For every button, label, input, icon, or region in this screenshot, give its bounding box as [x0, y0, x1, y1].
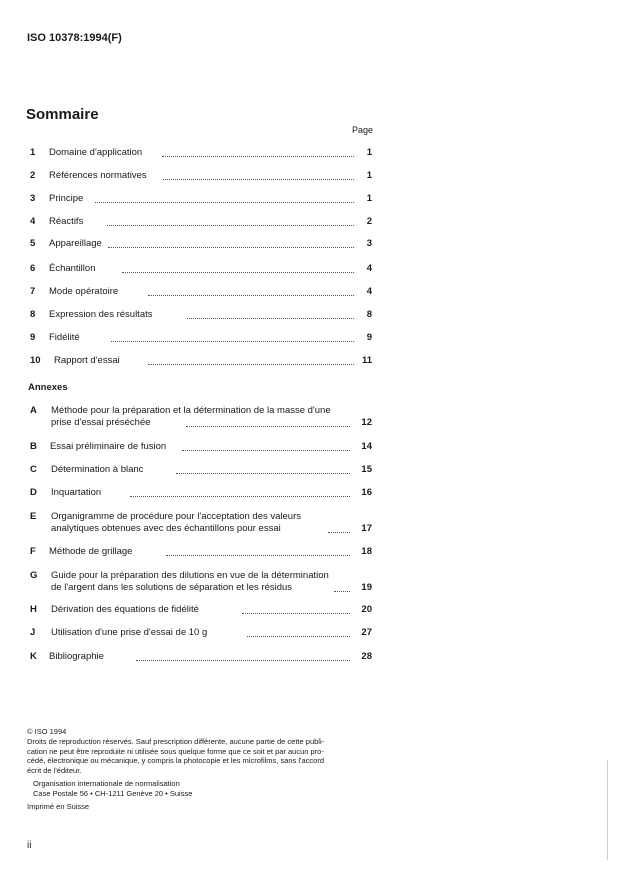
annex-page: 20 [361, 604, 372, 615]
right-margin-rule [607, 760, 608, 860]
dot-leader [176, 472, 350, 474]
annex-page: 12 [361, 417, 372, 428]
toc-entry-label: Échantillon [49, 263, 96, 274]
toc-entry-page: 2 [366, 216, 372, 227]
annex-letter: C [30, 464, 37, 475]
annex-letter: A [30, 405, 37, 416]
annex-letter: E [30, 511, 37, 522]
toc-entry-number: 4 [30, 216, 36, 227]
rights-line: Droits de reproduction réservés. Sauf prescription différente, aucune partie de cette publi- [27, 737, 325, 746]
annex-page: 27 [361, 627, 372, 638]
rights-line: cation ne peut être reproduite ni utilisée sous quelque forme que ce soit et par aucun pro- [27, 746, 324, 756]
annex-page: 17 [361, 523, 372, 534]
toc-entry-number: 9 [30, 332, 36, 343]
toc-entry-page: 9 [366, 332, 372, 343]
annex-title-continued: prise d'essai préséchée [51, 417, 151, 428]
toc-entry-page: 1 [366, 147, 372, 158]
dot-leader [163, 178, 354, 180]
annex-title: Dérivation des équations de fidélité [51, 604, 199, 615]
dot-leader [166, 554, 350, 556]
toc-entry-page: 8 [366, 309, 372, 320]
toc-entry-label: Principe [49, 193, 84, 204]
toc-entry-number: 6 [30, 263, 36, 274]
rights-line: cédé, électronique ou mécanique, y compris la photocopie et les microfilms, sans l'accord [27, 756, 324, 765]
address-line: Case Postale 56 • CH-1211 Genève 20 • Suisse [33, 788, 193, 798]
toc-entry-page: 4 [366, 263, 372, 274]
toc-entry-label: Domaine d'application [49, 147, 143, 158]
toc-entry-page: 4 [366, 286, 372, 297]
dot-leader [111, 340, 354, 342]
annex-title: Inquartation [51, 487, 102, 498]
annex-title: Méthode de grillage [49, 546, 133, 557]
annex-page: 28 [361, 651, 372, 662]
toc-entry-label: Appareillage [49, 238, 102, 249]
annex-page: 15 [361, 464, 372, 475]
page-column-label: Page [352, 125, 374, 135]
page-title: Sommaire [26, 106, 99, 123]
annex-page: 16 [361, 487, 372, 498]
toc-entry-label: Références normatives [49, 170, 147, 181]
dot-leader [122, 271, 354, 273]
annex-letter: H [30, 604, 37, 615]
toc-entry-number: 2 [30, 170, 36, 181]
toc-entry-page: 1 [366, 170, 372, 181]
toc-entry-number: 8 [30, 309, 36, 320]
toc-entry-page: 3 [366, 238, 372, 249]
toc-entry-label: Fidélité [49, 332, 80, 343]
annex-page: 18 [361, 546, 372, 557]
annex-title: Guide pour la préparation des dilutions en vue de la détermination [51, 570, 329, 581]
annex-page: 14 [361, 441, 372, 452]
dot-leader [95, 201, 354, 203]
annexes-heading: Annexes [28, 382, 68, 393]
annex-title-continued: de l'argent dans les solutions de séparation et les résidus [51, 582, 293, 593]
annex-letter: J [30, 627, 36, 638]
annex-letter: F [30, 546, 36, 557]
toc-entry-label: Mode opératoire [49, 286, 119, 297]
annex-letter: G [30, 570, 38, 581]
annex-title: Bibliographie [49, 651, 104, 662]
document-header: ISO 10378:1994(F) [27, 32, 122, 44]
dot-leader [136, 659, 350, 661]
toc-entry-number: 5 [30, 238, 36, 249]
toc-entry-label: Rapport d'essai [54, 355, 120, 366]
dot-leader [107, 224, 354, 226]
dot-leader [242, 612, 350, 614]
annex-title: Détermination à blanc [51, 464, 144, 475]
annex-page: 19 [361, 582, 372, 593]
toc-entry-number: 7 [30, 286, 36, 297]
toc-entry-number: 10 [30, 355, 41, 366]
dot-leader [186, 425, 350, 427]
annex-letter: D [30, 487, 37, 498]
dot-leader [182, 449, 350, 451]
annex-title: Méthode pour la préparation et la détermination de la masse d'une [51, 405, 331, 416]
dot-leader [328, 531, 350, 533]
annex-letter: B [30, 441, 37, 452]
dot-leader [162, 155, 354, 157]
page-number: ii [27, 840, 32, 851]
organization-line: Organisation internationale de normalisation [33, 779, 180, 788]
dot-leader [247, 635, 350, 637]
annex-title: Essai préliminaire de fusion [50, 441, 167, 452]
copyright-line: © ISO 1994 [27, 727, 67, 736]
dot-leader [334, 590, 350, 592]
annex-title: Utilisation d'une prise d'essai de 10 g [51, 627, 208, 638]
annex-title-continued: analytiques obtenues avec des échantillons pour essai [51, 523, 281, 534]
dot-leader [108, 246, 354, 248]
dot-leader [130, 495, 350, 497]
rights-line: écrit de l'éditeur. [27, 765, 82, 775]
toc-entry-label: Réactifs [49, 216, 84, 227]
toc-entry-page: 1 [366, 193, 372, 204]
dot-leader [148, 363, 354, 365]
dot-leader [148, 294, 354, 296]
toc-entry-number: 3 [30, 193, 36, 204]
printed-line: Imprimé en Suisse [27, 802, 90, 811]
toc-entry-page: 11 [361, 355, 372, 366]
annex-title: Organigramme de procédure pour l'acceptation des valeurs [51, 511, 302, 522]
dot-leader [187, 317, 354, 319]
annex-letter: K [30, 651, 37, 662]
toc-entry-number: 1 [30, 147, 36, 158]
toc-entry-label: Expression des résultats [49, 309, 153, 320]
